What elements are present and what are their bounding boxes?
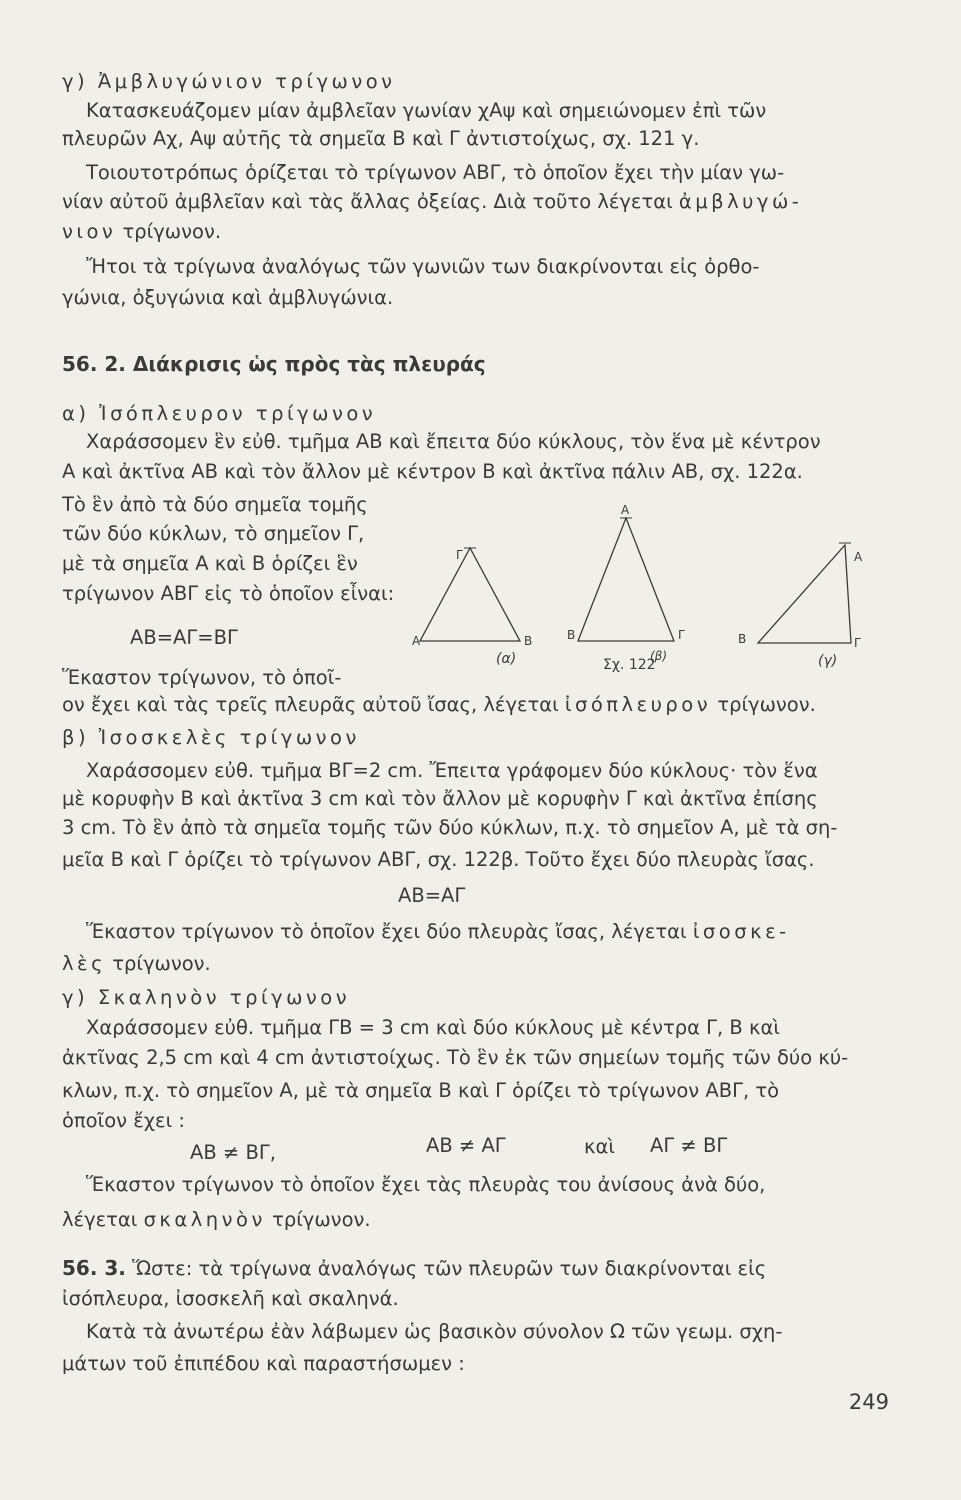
equation: ΑΒ=ΑΓ — [398, 884, 466, 907]
text-line — [62, 1254, 766, 1283]
text-fragment: Ἕκαστον τρίγωνον τὸ ὁποῖον ἔχει δύο πλευρὰς ἴσας, λέγεται — [86, 920, 687, 943]
figure-122 — [408, 503, 878, 688]
text-line: κλων, π.χ. τὸ σημεῖον Α, μὲ τὰ σημεῖα Β καὶ Γ ὁρίζει τὸ τρίγωνον ΑΒΓ, τὸ — [62, 1079, 780, 1102]
spaced-term: σκαληνὸν — [143, 1208, 266, 1231]
text-line: μάτων τοῦ ἐπιπέδου καὶ παραστήσωμεν : — [62, 1352, 465, 1375]
text-line: Κατὰ τὰ ἀνωτέρω ἐὰν λάβωμεν ὡς βασικὸν σύνολον Ω τῶν γεωμ. σχη- — [86, 1320, 783, 1343]
text-line: μὲ τὰ σημεῖα Α καὶ Β ὁρίζει ἓν — [62, 552, 358, 575]
vertex-label: Α — [621, 503, 630, 517]
text-line — [62, 1206, 371, 1234]
text-fragment: λέγεται — [62, 1208, 138, 1231]
spaced-term: ἀμβλυγώ- — [678, 190, 803, 213]
text-line — [62, 218, 221, 246]
vertex-label: Γ — [854, 636, 861, 650]
inequality: ΑΒ ≠ ΒΓ, — [190, 1141, 276, 1164]
text-line: τῶν δύο κύκλων, τὸ σημεῖον Γ, — [62, 522, 365, 545]
text-line: Τοιουτοτρόπως ὁρίζεται τὸ τρίγωνον ΑΒΓ, τὸ ὁποῖον ἔχει τὴν μίαν γω- — [86, 161, 785, 184]
vertex-label: Β — [738, 632, 747, 646]
vertex-label: Γ — [456, 548, 463, 562]
triangle-c — [738, 543, 863, 669]
section-number-56-3: 56. 3. — [62, 1256, 126, 1280]
triangle-a-shape — [420, 548, 520, 641]
text-line — [86, 918, 790, 946]
figure-label: (α) — [496, 651, 517, 667]
vertex-label: Β — [524, 634, 533, 648]
vertex-label: Α — [854, 550, 863, 564]
spaced-term: νιον — [62, 220, 117, 243]
text-line: ὁποῖον ἔχει : — [62, 1109, 185, 1132]
triangle-b — [567, 503, 685, 673]
section-heading-56-2: 56. 2. Διάκρισις ὡς πρὸς τὰς πλευράς — [62, 352, 486, 376]
spaced-term: ἰσοσκε- — [692, 920, 790, 943]
text-fragment: Ὥστε: τὰ τρίγωνα ἀναλόγως τῶν πλευρῶν των διακρίνονται εἰς — [132, 1257, 767, 1280]
text-fragment: νίαν αὐτοῦ ἀμβλεῖαν καὶ τὰς ἄλλας ὀξείας. Διὰ τοῦτο λέγεται — [62, 190, 673, 213]
inequality: ΑΒ ≠ ΑΓ — [426, 1134, 506, 1157]
text-line: Χαράσσομεν εὐθ. τμῆμα ΒΓ=2 cm. Ἔπειτα γράφομεν δύο κύκλους· τὸν ἕνα — [86, 759, 818, 782]
subheading-obtuse: γ) Ἀμβλυγώνιον τρίγωνον — [62, 70, 396, 93]
text-fragment: τρίγωνον. — [112, 952, 211, 975]
text-line: Ἕκαστον τρίγωνον τὸ ὁποῖον ἔχει τὰς πλευρὰς του ἀνίσους ἀνὰ δύο, — [86, 1173, 766, 1196]
vertex-label: Γ — [678, 628, 685, 642]
text-fragment: ον ἔχει καὶ τὰς τρεῖς πλευρᾶς αὐτοῦ ἴσας, λέγεται — [62, 693, 559, 716]
spaced-term: λὲς — [62, 952, 107, 975]
text-fragment: τρίγωνον. — [122, 220, 222, 243]
figure-label: (β) — [650, 649, 668, 663]
text-line: Χαράσσομεν ἓν εὐθ. τμῆμα ΑΒ καὶ ἔπειτα δύο κύκλους, τὸν ἕνα μὲ κέντρον — [86, 430, 821, 453]
text-line: τρίγωνον ΑΒΓ εἰς τὸ ὁποῖον εἶναι: — [62, 582, 395, 605]
text-line: Ἤτοι τὰ τρίγωνα ἀναλόγως τῶν γωνιῶν των διακρίνονται εἰς ὀρθο- — [86, 255, 760, 278]
inequality: ΑΓ ≠ ΒΓ — [650, 1134, 728, 1157]
text-line: μεῖα Β καὶ Γ ὁρίζει τὸ τρίγωνον ΑΒΓ, σχ. 122β. Τοῦτο ἔχει δύο πλευρὰς ἴσας. — [62, 848, 815, 871]
text-line: Κατασκευάζομεν μίαν ἀμβλεῖαν γωνίαν χΑψ καὶ σημειώνομεν ἐπὶ τῶν — [86, 99, 767, 122]
text-line: ἰσόπλευρα, ἰσοσκελῆ καὶ σκαληνά. — [62, 1287, 399, 1310]
triangle-b-shape — [578, 518, 674, 641]
vertex-label: Α — [412, 634, 421, 648]
text-line — [62, 691, 816, 719]
figure-label: (γ) — [818, 653, 838, 669]
triangle-a — [412, 548, 532, 667]
page-number: 249 — [848, 1390, 889, 1414]
text-line: Α καὶ ἀκτῖνα ΑΒ καὶ τὸν ἄλλον μὲ κέντρον Β καὶ ἀκτῖνα πάλιν ΑΒ, σχ. 122α. — [62, 460, 803, 483]
text-line: Ἕκαστον τρίγωνον, τὸ ὁποῖ- — [62, 666, 342, 689]
subheading-scalene: γ) Σκαληνὸν τρίγωνον — [62, 986, 351, 1009]
text-fragment: τρίγωνον. — [717, 693, 816, 716]
conjunction: καὶ — [584, 1135, 615, 1158]
triangle-c-shape — [758, 545, 851, 643]
text-line: πλευρῶν Αχ, Αψ αὐτῆς τὰ σημεῖα Β καὶ Γ ἀντιστοίχως, σχ. 121 γ. — [62, 127, 700, 150]
text-line: 3 cm. Τὸ ἓν ἀπὸ τὰ σημεῖα τομῆς τῶν δύο κύκλων, π.χ. τὸ σημεῖον Α, μὲ τὰ ση- — [62, 816, 838, 839]
text-line: Τὸ ἓν ἀπὸ τὰ δύο σημεῖα τομῆς — [62, 493, 368, 516]
text-fragment: τρίγωνον. — [272, 1208, 371, 1231]
text-line — [62, 188, 802, 216]
text-line: μὲ κορυφὴν Β καὶ ἀκτῖνα 3 cm καὶ τὸν ἄλλον μὲ κορυφὴν Γ καὶ ἀκτῖνα ἐπίσης — [62, 787, 818, 810]
spaced-term: ἰσόπλευρον — [564, 693, 712, 716]
text-line: γώνια, ὀξυγώνια καὶ ἀμβλυγώνια. — [62, 286, 394, 309]
figure-caption: Σχ. 122 — [603, 657, 656, 673]
text-line: ἀκτῖνας 2,5 cm καὶ 4 cm ἀντιστοίχως. Τὸ ἓν ἐκ τῶν σημείων τομῆς τῶν δύο κύ- — [62, 1046, 849, 1069]
vertex-label: Β — [567, 628, 576, 642]
text-line — [62, 950, 211, 978]
text-line: Χαράσσομεν εὐθ. τμῆμα ΓΒ = 3 cm καὶ δύο κύκλους μὲ κέντρα Γ, Β καὶ — [86, 1016, 780, 1039]
equation: ΑΒ=ΑΓ=ΒΓ — [130, 626, 238, 649]
subheading-equilateral: α) Ἰσόπλευρον τρίγωνον — [62, 402, 377, 425]
subheading-isosceles: β) Ἰσοσκελὲς τρίγωνον — [62, 726, 360, 749]
